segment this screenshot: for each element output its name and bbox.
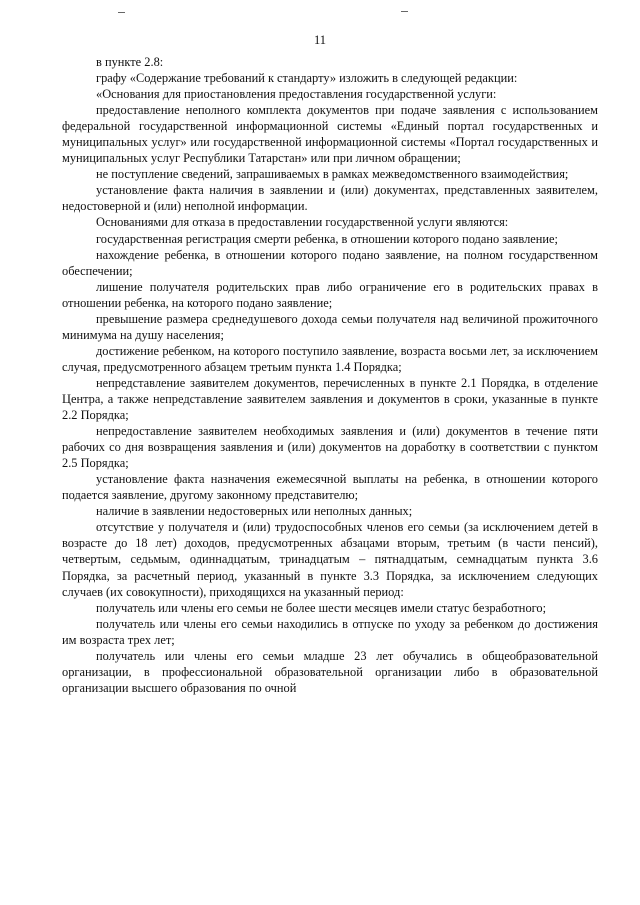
paragraph: в пункте 2.8: [96, 55, 164, 69]
paragraph: «Основания для приостановления предоставления государственной услуги: [96, 87, 497, 102]
paragraph: превышение размера среднедушевого дохода семьи получателя над величиной прожиточного минимума на душу населения; [62, 311, 598, 342]
scan-artifact [401, 11, 408, 12]
paragraph: Основаниями для отказа в предоставлении государственной услуги являются: [96, 215, 509, 230]
paragraph: не поступление сведений, запрашиваемых в рамках межведомственного взаимодействия; [96, 167, 569, 182]
paragraph: отсутствие у получателя и (или) трудоспособных членов его семьи (за исключением детей в возрасте до 18 лет) доходов, предусмотренных абзацами вторым, третьим (в части пенсий), четвертым, седьмым, одиннадцатым, тринадцатым – пятнадцатым, семнадцатым пункта 3.6 Порядка, за расчетный период, указанный в пункте 3.3 Порядка, за исключением следующих случаев (их совокупности), приходящихся на указанный период: [62, 520, 598, 599]
paragraph: графу «Содержание требований к стандарту» изложить в следующей редакции: [96, 71, 518, 86]
paragraph: лишение получателя родительских прав либо ограничение его в родительских правах в отношении ребенка, на которого подано заявление; [62, 279, 598, 310]
paragraph: достижение ребенком, на которого поступило заявление, возраста восьми лет, за исключением случая, предусмотренного абзацем третьим пункта 1.4 Порядка; [62, 343, 598, 374]
paragraph: нахождение ребенка, в отношении которого подано заявление, на полном государственном обеспечении; [62, 247, 598, 278]
document-body [62, 54, 598, 696]
paragraph: получатель или члены его семьи не более шести месяцев имели статус безработного; [96, 600, 547, 615]
paragraph: государственная регистрация смерти ребенка, в отношении которого подано заявление; [96, 231, 558, 246]
paragraph: наличие в заявлении недостоверных или неполных данных; [96, 504, 413, 519]
scan-artifact [118, 12, 125, 13]
paragraph: непредоставление заявителем необходимых заявления и (или) документов в течение пяти рабочих со дня возвращения заявления и (или) документов на доработку в соответствии с пунктом 2.5 Порядка; [62, 424, 598, 471]
paragraph: установление факта наличия в заявлении и (или) документах, представленных заявителем, недостоверной и (или) неполной информации. [62, 183, 598, 214]
page-number: 11 [313, 33, 327, 47]
paragraph: непредставление заявителем документов, перечисленных в пункте 2.1 Порядка, в отделение Центра, а также непредставление заявителем заявления и документов в сроки, указанные в пункте 2.2 Порядка; [62, 375, 598, 423]
paragraph: получатель или члены его семьи младше 23 лет обучались в общеобразовательной организации, в профессиональной образовательной организации либо в образовательной организации высшего образования по очной [62, 648, 598, 695]
paragraph: предоставление неполного комплекта документов при подаче заявления с использованием федеральной государственной информационной системы «Единый портал государственных и муниципальных услуг» или государственной информационной системы «Портал государственных и муниципальных услуг Республики Татарстан» или при личном обращении; [62, 103, 598, 166]
paragraph: установление факта назначения ежемесячной выплаты на ребенка, в отношении которого подается заявление, другому законному представителю; [62, 472, 598, 503]
paragraph: получатель или члены его семьи находились в отпуске по уходу за ребенком до достижения им возраста трех лет; [62, 616, 598, 647]
